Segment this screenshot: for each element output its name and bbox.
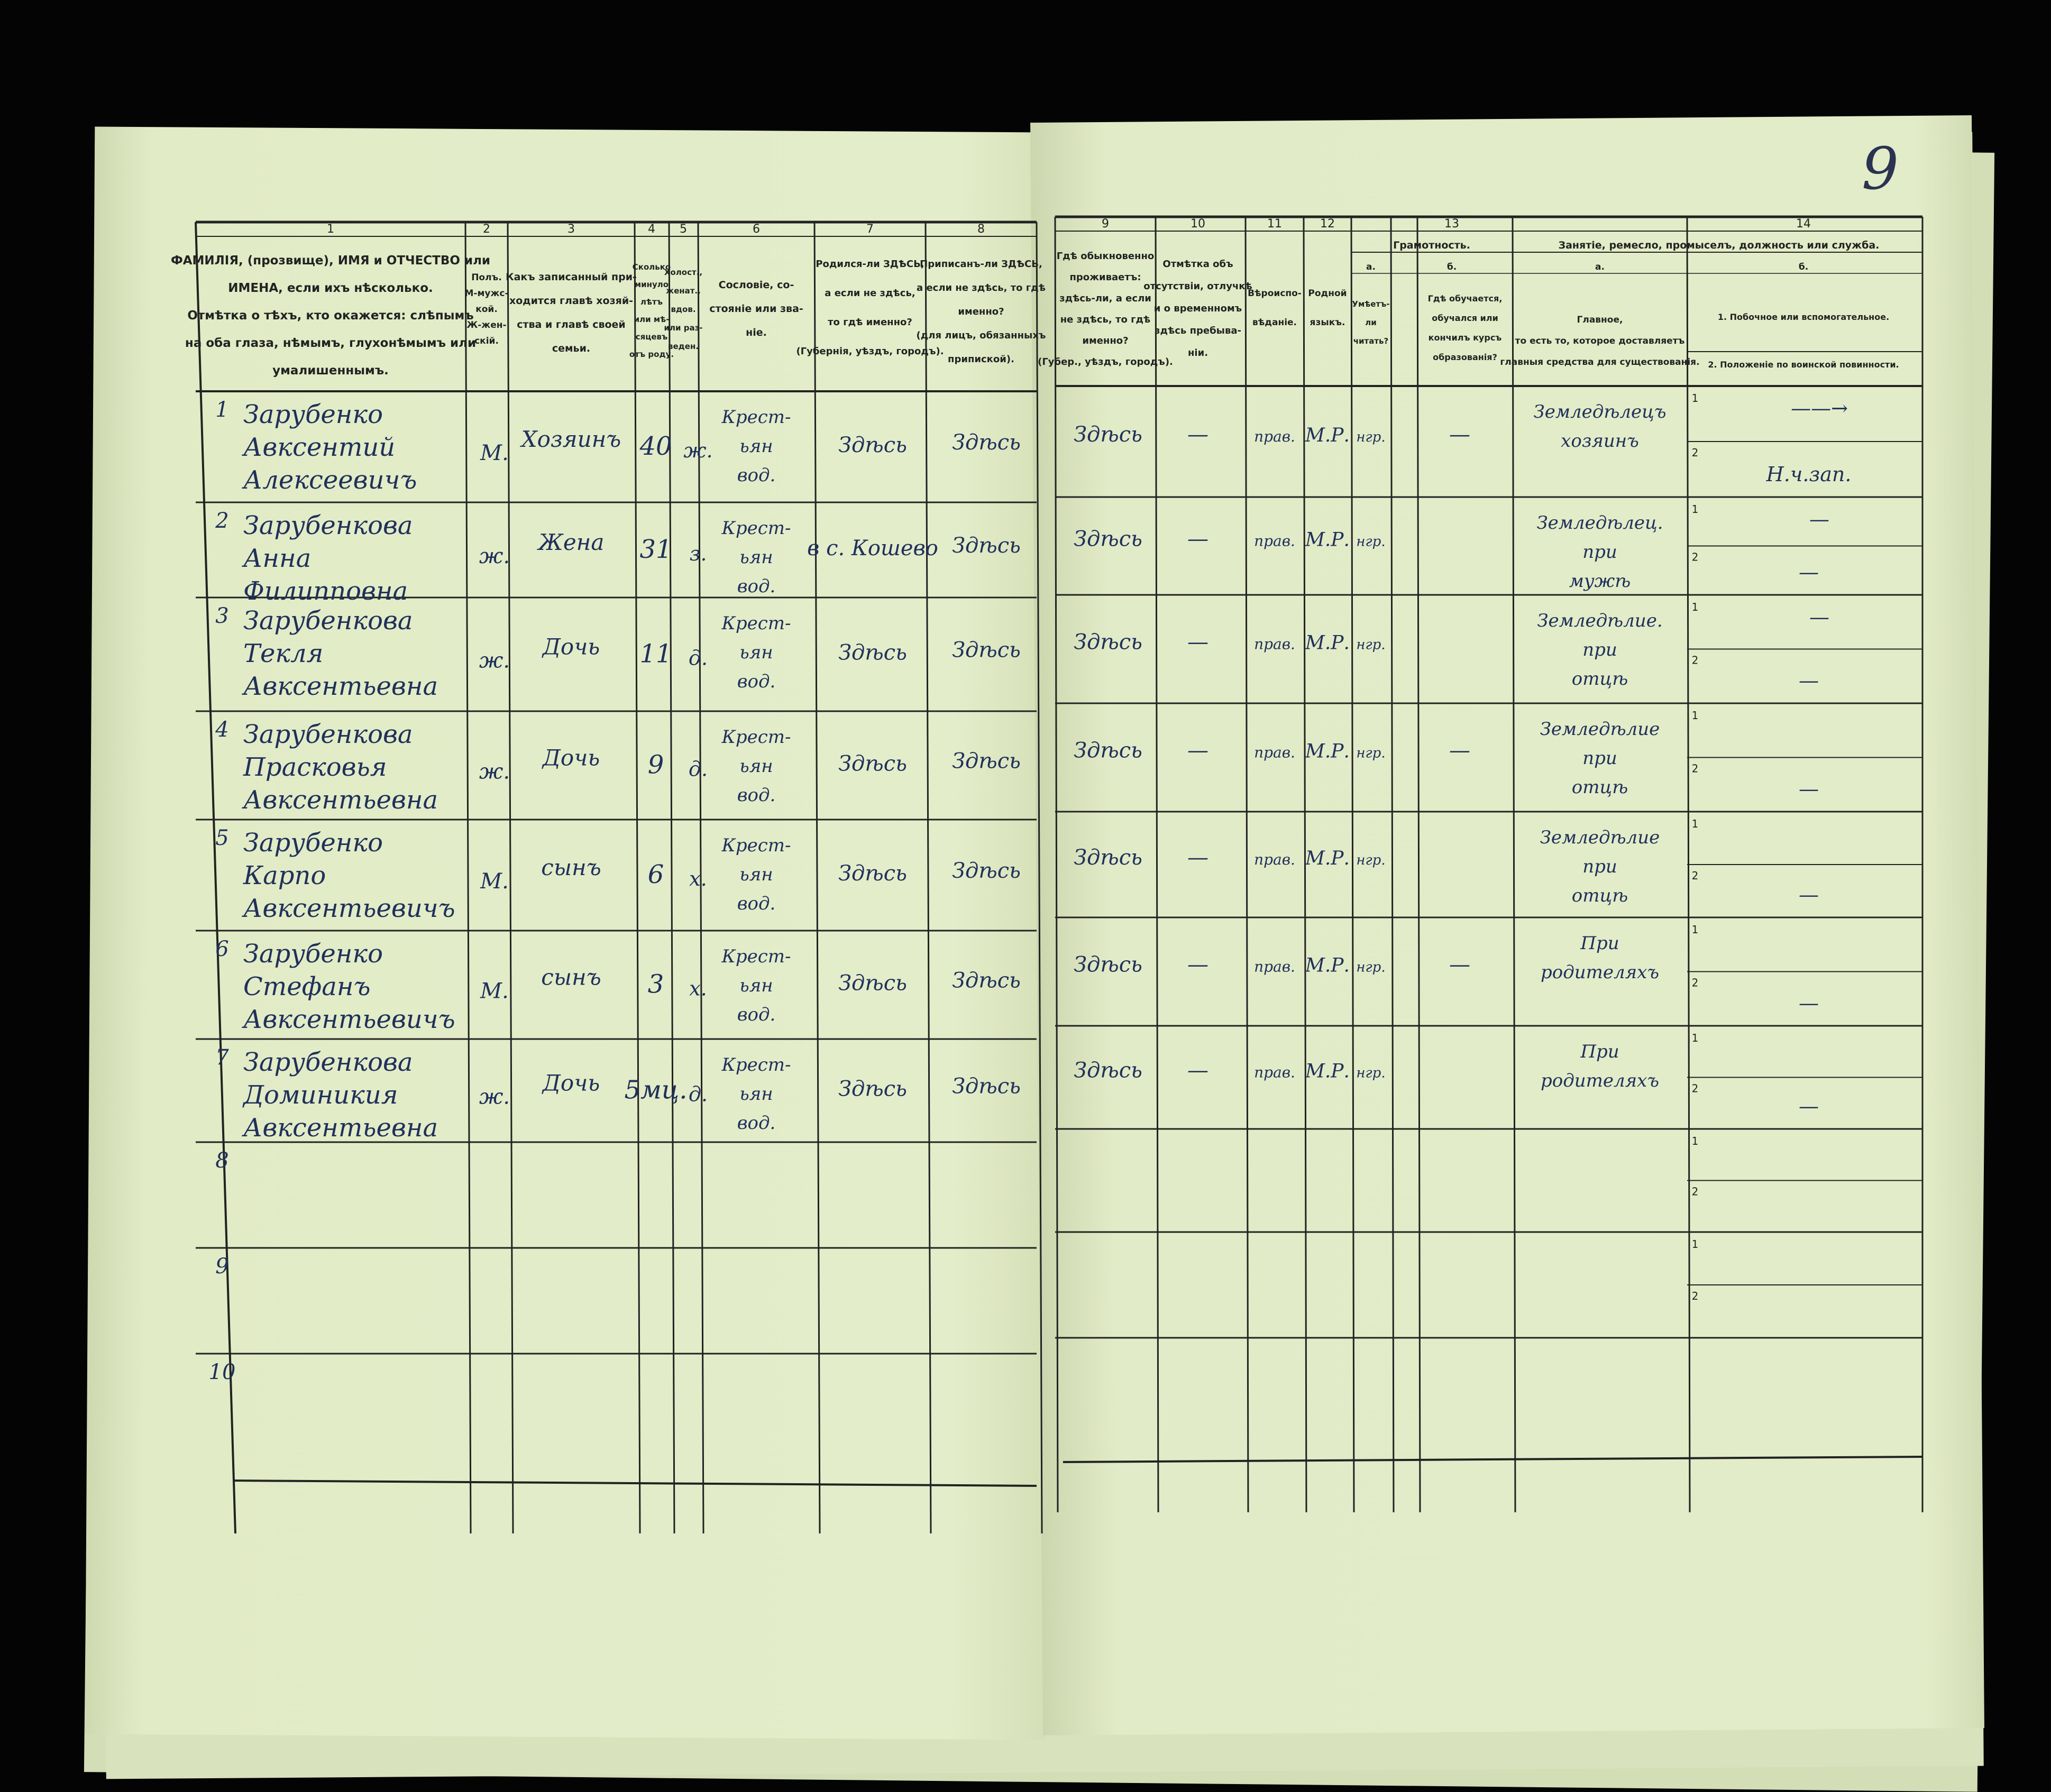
person-name: Авксентьевичъ	[243, 894, 455, 923]
table-row	[215, 508, 1829, 606]
column-header: ФАМИЛІЯ, (прозвище), ИМЯ и ОТЧЕСТВО или	[170, 254, 491, 268]
column-rule	[635, 222, 640, 1533]
column-header: лѣтъ	[640, 297, 663, 307]
side-occupation-cell: —	[1809, 605, 1829, 629]
sub-row-label: 2	[1691, 1082, 1699, 1095]
birthplace-cell: Здѣсь	[838, 751, 907, 776]
age-cell: 5мц.	[624, 1075, 688, 1105]
occupation-cell: отцѣ	[1571, 668, 1628, 690]
education-cell: —	[1449, 952, 1470, 977]
occupation-cell: родителяхъ	[1540, 1070, 1660, 1091]
person-name: Анна	[243, 544, 312, 573]
column-header: Гдѣ обыкновенно	[1056, 251, 1155, 262]
language-cell: М.Р.	[1305, 848, 1350, 869]
sex-cell: ж.	[479, 1085, 510, 1109]
sex-cell: ж.	[479, 759, 510, 784]
birthplace-cell: Здѣсь	[838, 433, 907, 457]
row-number: 10	[208, 1360, 236, 1384]
literacy-cell: нгр.	[1356, 1065, 1386, 1081]
residence-cell: Здѣсь	[1074, 738, 1142, 763]
row-number: 7	[215, 1045, 229, 1070]
education-cell: —	[1449, 738, 1470, 763]
age-cell: 40	[639, 431, 672, 461]
age-cell: 31	[639, 535, 672, 564]
religion-cell: прав.	[1254, 635, 1295, 653]
absence-cell: —	[1187, 1058, 1208, 1083]
row-number: 9	[215, 1254, 229, 1279]
relation-cell: Дочь	[542, 633, 600, 660]
column-header: здѣсь-ли, а если	[1059, 293, 1151, 304]
estate-cell: вод.	[737, 465, 776, 486]
registration-cell: Здѣсь	[952, 968, 1021, 993]
birthplace-cell: Здѣсь	[838, 861, 907, 886]
occupation-subheader: б.	[1798, 262, 1809, 272]
literacy-cell: нгр.	[1356, 745, 1386, 761]
estate-cell: Крест-	[721, 518, 791, 539]
table-row	[209, 1360, 236, 1384]
column-header: ства и главѣ своей	[517, 319, 626, 330]
marital-cell: х.	[689, 867, 707, 890]
column-header: здѣсь пребыва-	[1155, 325, 1241, 336]
table-row	[215, 397, 1851, 495]
column-header: Умѣетъ-	[1352, 299, 1390, 309]
column-header: 1. Побочное или вспомогательное.	[1717, 312, 1890, 322]
column-rule	[926, 222, 931, 1533]
education-cell: —	[1449, 422, 1470, 447]
military-status-cell: Н.ч.зап.	[1766, 463, 1852, 486]
relation-cell: Дочь	[542, 745, 600, 771]
column-header: или раз-	[664, 323, 703, 333]
column-header: Ж-жен-	[466, 320, 507, 330]
column-header: кончилъ курсъ	[1428, 333, 1502, 343]
person-name: Зарубенко	[243, 939, 383, 969]
column-rule	[1351, 217, 1354, 1512]
person-name: Авксентий	[243, 433, 396, 462]
side-occupation-cell: —	[1809, 508, 1829, 531]
person-name: Авксентьевна	[243, 785, 438, 815]
sex-cell: ж.	[479, 648, 510, 673]
absence-cell: —	[1187, 846, 1208, 870]
column-header: обучался или	[1432, 313, 1498, 323]
person-name: Алексеевичъ	[243, 465, 417, 495]
estate-cell: Крест-	[721, 835, 791, 856]
column-header: Родной	[1308, 288, 1347, 299]
relation-cell: сынъ	[541, 964, 601, 990]
estate-cell: вод.	[737, 893, 776, 914]
person-name: Текля	[243, 639, 324, 668]
column-header: а если не здѣсь, то гдѣ	[917, 282, 1046, 293]
person-name: Зарубенко	[243, 400, 383, 429]
residence-cell: Здѣсь	[1074, 846, 1142, 870]
estate-cell: вод.	[737, 785, 776, 806]
person-name: Авксентьевна	[243, 1113, 438, 1143]
sub-row-label: 1	[1691, 1238, 1699, 1251]
occupation-subheader: а.	[1595, 262, 1605, 272]
estate-cell: вод.	[737, 576, 776, 597]
column-header: ніи.	[1187, 347, 1208, 359]
occupation-cell: Земледѣлие	[1540, 719, 1660, 740]
sub-row-label: 2	[1691, 1290, 1699, 1302]
column-header: стояніе или зва-	[709, 303, 803, 315]
occupation-cell: Земледѣлие	[1540, 827, 1660, 848]
column-number: 5	[680, 223, 687, 236]
page-number: 9	[1862, 135, 1899, 203]
person-name: Зарубенкова	[243, 1047, 413, 1077]
column-header: Какъ записанный при-	[506, 271, 637, 283]
column-header: 2. Положеніе по воинской повинности.	[1708, 360, 1899, 370]
column-header: отсутствіи, отлучкѣ	[1143, 281, 1252, 292]
literacy-cell: нгр.	[1356, 852, 1386, 868]
language-cell: М.Р.	[1305, 425, 1350, 446]
estate-cell: вод.	[737, 671, 776, 692]
column-rule	[1391, 217, 1394, 1512]
bottom-rule	[1063, 1457, 1922, 1462]
occupation-cell: родителяхъ	[1540, 962, 1660, 983]
occupation-cell: при	[1582, 748, 1617, 769]
estate-cell: вод.	[737, 1113, 776, 1134]
registration-cell: Здѣсь	[952, 534, 1021, 558]
column-rule	[1513, 217, 1515, 1512]
estate-cell: Крест-	[721, 727, 791, 748]
occupation-header: Занятіе, ремесло, промыселъ, должность или служба.	[1558, 240, 1880, 251]
table-row	[215, 1148, 228, 1173]
column-header: Полъ.	[471, 272, 502, 283]
person-name: Стефанъ	[243, 972, 371, 1001]
column-header: или мѣ-	[634, 315, 670, 324]
absence-cell: —	[1187, 527, 1208, 552]
sub-row-label: 2	[1691, 654, 1699, 667]
sex-cell: ж.	[479, 544, 510, 568]
column-rule	[1037, 222, 1042, 1533]
row-number: 5	[215, 826, 229, 850]
absence-cell: —	[1187, 952, 1208, 977]
row-number: 3	[215, 604, 229, 628]
sex-cell: М.	[480, 869, 509, 894]
estate-cell: ьян	[739, 547, 773, 568]
column-header: Отмѣтка объ	[1162, 259, 1233, 270]
military-status-cell: —	[1799, 883, 1819, 906]
estate-cell: ьян	[739, 1083, 773, 1105]
literacy-cell: нгр.	[1356, 429, 1386, 445]
religion-cell: прав.	[1254, 532, 1295, 550]
column-header: Холост.,	[664, 268, 703, 277]
estate-cell: ьян	[739, 436, 773, 457]
sex-cell: М.	[480, 441, 509, 465]
column-header: вдов.	[671, 305, 696, 314]
estate-cell: ьян	[739, 975, 773, 996]
column-rule	[465, 222, 471, 1533]
estate-cell: ьян	[739, 864, 773, 885]
sub-row-label: 1	[1691, 709, 1699, 722]
column-header: вѣданіе.	[1252, 317, 1297, 328]
literacy-cell: нгр.	[1356, 959, 1386, 976]
language-cell: М.Р.	[1305, 529, 1350, 551]
sub-row-label: 1	[1691, 503, 1699, 516]
occupation-cell: При	[1580, 933, 1619, 954]
religion-cell: прав.	[1254, 851, 1295, 868]
person-name: Зарубенкова	[243, 511, 413, 540]
column-header: проживаетъ:	[1069, 272, 1141, 283]
birthplace-cell: в с. Кошево	[807, 536, 938, 560]
absence-cell: —	[1187, 422, 1208, 447]
column-header: М-мужс-	[464, 288, 509, 299]
registration-cell: Здѣсь	[952, 430, 1021, 455]
residence-cell: Здѣсь	[1074, 1058, 1142, 1083]
column-header: умалишеннымъ.	[272, 364, 389, 378]
sub-row-label: 2	[1691, 976, 1699, 989]
column-header: (Губернія, уѣздъ, городъ).	[796, 346, 944, 357]
estate-cell: Крест-	[721, 613, 791, 634]
column-header: сяцевъ	[635, 332, 668, 342]
age-cell: 9	[647, 750, 664, 780]
birthplace-cell: Здѣсь	[838, 971, 907, 996]
religion-cell: прав.	[1254, 1063, 1295, 1081]
registration-cell: Здѣсь	[952, 1074, 1021, 1099]
column-rule	[814, 222, 820, 1533]
marital-cell: д.	[688, 757, 708, 781]
column-rule	[1055, 217, 1058, 1512]
sub-row-label: 1	[1691, 817, 1699, 830]
sub-row-label: 2	[1691, 762, 1699, 775]
estate-cell: Крест-	[721, 407, 791, 428]
column-header: припиской).	[948, 354, 1014, 365]
estate-cell: вод.	[737, 1004, 776, 1025]
literacy-subheader: а.	[1366, 262, 1376, 272]
age-cell: 6	[647, 860, 664, 889]
column-number: 12	[1320, 217, 1335, 231]
registration-cell: Здѣсь	[952, 749, 1021, 774]
person-name: Прасковья	[243, 752, 387, 782]
column-number: 9	[1102, 217, 1109, 231]
age-cell: 11	[639, 639, 672, 669]
sex-cell: М.	[480, 979, 509, 1004]
literacy-subheader: б.	[1446, 262, 1457, 272]
absence-cell: —	[1187, 630, 1208, 655]
column-header: Приписанъ-ли ЗДѢСЬ,	[920, 259, 1042, 270]
column-header: и о временномъ	[1153, 303, 1242, 314]
marital-cell: з.	[689, 542, 707, 565]
column-header: ИМЕНА, если ихъ нѣсколько.	[228, 281, 433, 295]
table-row	[215, 933, 1819, 1034]
person-name: Зарубенкова	[243, 606, 413, 636]
column-header: Сколько	[632, 262, 671, 272]
row-number: 8	[215, 1148, 229, 1173]
column-number: 14	[1796, 217, 1811, 231]
person-name: Доминикия	[243, 1080, 398, 1110]
person-name: Зарубенкова	[243, 720, 413, 749]
column-header: веден.	[667, 342, 699, 351]
estate-cell: ьян	[739, 756, 773, 777]
occupation-cell: Земледѣлецъ	[1533, 401, 1667, 422]
marital-cell: х.	[689, 977, 707, 1000]
sub-row-label: 1	[1691, 1135, 1699, 1147]
language-cell: М.Р.	[1305, 632, 1350, 654]
religion-cell: прав.	[1254, 958, 1295, 976]
column-header: а если не здѣсь,	[825, 288, 915, 299]
table-row	[215, 1254, 228, 1279]
sub-row-label: 1	[1691, 1032, 1699, 1044]
birthplace-cell: Здѣсь	[838, 640, 907, 665]
column-rule	[1417, 217, 1420, 1512]
column-rule	[1246, 217, 1248, 1512]
column-header: Сословіе, со-	[718, 279, 794, 291]
religion-cell: прав.	[1254, 428, 1295, 445]
person-name: Зарубенко	[243, 828, 383, 858]
occupation-cell: при	[1582, 856, 1617, 877]
estate-cell: ьян	[739, 642, 773, 663]
person-name: Карпо	[243, 861, 326, 890]
person-name: Авксентьевичъ	[243, 1005, 455, 1034]
occupation-cell: при	[1582, 639, 1617, 660]
column-number: 1	[327, 223, 334, 236]
military-status-cell: —	[1799, 1095, 1819, 1118]
column-header: Родился-ли ЗДѢСЬ,	[816, 259, 924, 270]
military-status-cell: —	[1799, 669, 1819, 692]
person-name: Филипповна	[243, 576, 408, 606]
occupation-cell: Земледѣлие.	[1537, 610, 1663, 631]
table-row	[215, 604, 1829, 701]
column-header: ли	[1365, 318, 1377, 327]
age-cell: 3	[647, 969, 664, 999]
column-header: скій.	[474, 336, 499, 346]
occupation-cell: отцѣ	[1571, 885, 1628, 906]
column-number: 4	[648, 223, 655, 236]
row-number: 6	[215, 937, 229, 961]
sub-row-label: 2	[1691, 1185, 1699, 1198]
column-header: главныя средства для существованія.	[1500, 357, 1700, 367]
relation-cell: Дочь	[542, 1070, 600, 1096]
column-number: 11	[1267, 217, 1282, 231]
column-header: не здѣсь, то гдѣ	[1060, 314, 1151, 325]
column-rule	[1156, 217, 1158, 1512]
military-status-cell: —	[1799, 777, 1819, 801]
registration-cell: Здѣсь	[952, 859, 1021, 883]
column-number: 10	[1191, 217, 1205, 231]
column-number: 7	[866, 223, 874, 236]
occupation-cell: при	[1582, 541, 1617, 563]
column-header: языкъ.	[1310, 317, 1345, 328]
column-header: то гдѣ именно?	[828, 317, 912, 328]
column-header: (Губер., уѣздъ, городъ).	[1038, 356, 1173, 367]
column-number: 3	[567, 223, 575, 236]
column-header: (для лицъ, обязанныхъ	[916, 330, 1046, 341]
military-status-cell: —	[1799, 991, 1819, 1015]
occupation-cell: отцѣ	[1571, 777, 1628, 798]
row-number: 4	[215, 718, 229, 742]
column-header: образованія?	[1433, 352, 1497, 362]
column-header: читать?	[1353, 336, 1389, 346]
occupation-cell: хозяинъ	[1561, 430, 1639, 452]
marital-cell: д.	[688, 1082, 708, 1106]
column-header: кой.	[475, 304, 498, 315]
column-header: Гдѣ обучается,	[1427, 293, 1503, 304]
military-status-cell: —	[1799, 560, 1819, 584]
sub-row-label: 1	[1691, 601, 1699, 613]
language-cell: М.Р.	[1305, 954, 1350, 977]
registration-cell: Здѣсь	[952, 638, 1021, 663]
marital-cell: ж.	[683, 439, 713, 462]
relation-cell: Жена	[538, 529, 605, 555]
language-cell: М.Р.	[1305, 1060, 1350, 1082]
occupation-cell: При	[1580, 1041, 1619, 1062]
literacy-cell: нгр.	[1356, 534, 1386, 550]
column-header: на оба глаза, нѣмымъ, глухонѣмымъ или	[185, 336, 477, 350]
literacy-cell: нгр.	[1356, 637, 1386, 653]
column-header: отъ роду.	[629, 350, 674, 359]
side-occupation-cell: ——→	[1791, 397, 1848, 420]
row-number: 2	[215, 509, 229, 533]
column-number: 2	[483, 223, 490, 236]
religion-cell: прав.	[1254, 743, 1295, 761]
column-number: 13	[1444, 217, 1459, 231]
absence-cell: —	[1187, 738, 1208, 763]
sub-row-label: 2	[1691, 869, 1699, 882]
column-header: женат.,	[666, 286, 701, 296]
column-header: Отмѣтка о тѣхъ, кто окажется: слѣпымъ	[187, 309, 474, 323]
residence-cell: Здѣсь	[1074, 630, 1142, 655]
sub-row-label: 2	[1691, 550, 1699, 564]
column-header: ніе.	[746, 327, 767, 338]
column-header: Вѣроиспо-	[1248, 288, 1302, 299]
occupation-cell: Земледѣлец.	[1536, 512, 1663, 534]
residence-cell: Здѣсь	[1074, 527, 1142, 552]
birthplace-cell: Здѣсь	[838, 1077, 907, 1101]
table-row	[215, 1041, 1819, 1143]
column-header: именно?	[1082, 335, 1129, 346]
sub-row-label: 2	[1691, 446, 1699, 459]
relation-cell: Хозяинъ	[521, 426, 621, 452]
column-header: Главное,	[1577, 315, 1623, 325]
column-header: ходится главѣ хозяй-	[509, 295, 634, 307]
sub-row-label: 1	[1691, 392, 1699, 405]
estate-cell: Крест-	[721, 1054, 791, 1076]
column-header: минуло	[634, 280, 669, 289]
table-row	[215, 826, 1819, 923]
person-name: Авксентьевна	[243, 672, 438, 701]
literacy-header: Грамотность.	[1393, 240, 1470, 251]
marital-cell: д.	[688, 646, 708, 670]
row-number: 1	[215, 398, 229, 422]
estate-cell: Крест-	[721, 946, 791, 967]
bottom-rule	[233, 1481, 1037, 1486]
column-rule	[669, 222, 674, 1533]
relation-cell: сынъ	[541, 854, 601, 880]
residence-cell: Здѣсь	[1074, 952, 1142, 977]
sub-row-label: 1	[1691, 923, 1699, 936]
column-header: то есть то, которое доставляетъ	[1515, 336, 1685, 346]
occupation-cell: мужѣ	[1569, 571, 1631, 592]
residence-cell: Здѣсь	[1074, 422, 1142, 447]
column-header: семьи.	[552, 343, 591, 354]
table-row	[215, 718, 1819, 815]
column-number: 6	[753, 223, 760, 236]
column-header: именно?	[958, 306, 1004, 317]
language-cell: М.Р.	[1305, 740, 1350, 762]
column-number: 8	[977, 223, 985, 236]
